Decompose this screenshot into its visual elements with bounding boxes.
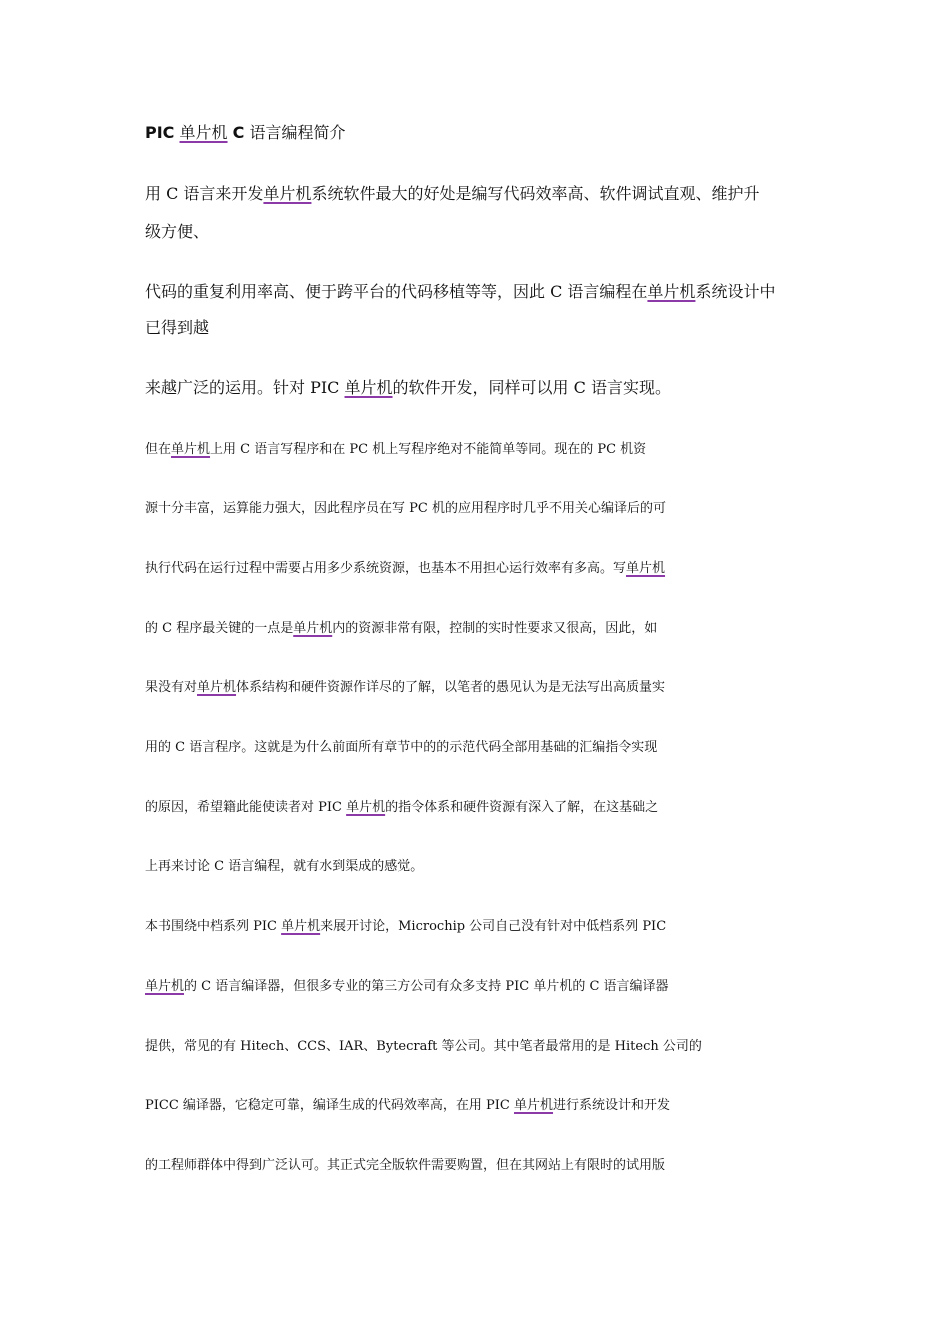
underlined-term: 单片机 [263,184,312,203]
underlined-term: 单片机 [293,621,333,636]
paragraph-line [145,978,669,996]
underlined-term: 单片机 [197,680,237,695]
text-run: 的 C 程序最关键的一点是 [145,621,294,636]
text-run: 用 C 语言来开发 [145,184,264,203]
text-run: 系统设计中 [695,282,776,301]
text-run: 体系结构和硬件资源作详尽的了解，以笔者的愚见认为是无法写出高质量实 [236,680,666,695]
text-run: 级方便、 [145,222,210,241]
text-run: 的指令体系和硬件资源有深入了解，在这基础之 [385,800,659,815]
text-run: 的工程师群体中得到广泛认可。其正式完全版软件需要购置，但在其网站上有限时的试用版 [145,1158,666,1173]
text-run: 源十分丰富，运算能力强大，因此程序员在写 PC 机的应用程序时几乎不用关心编译后的可 [145,501,666,516]
paragraph-line [145,620,657,638]
text-run: PICC 编译器，它稳定可靠，编译生成的代码效率高，在用 PIC [145,1098,515,1113]
text-run: 的原因，希望籍此能使读者对 PIC [145,800,347,815]
title-mcu: 单片机 [179,123,228,142]
underlined-term: 单片机 [626,561,666,576]
text-run: 用的 C 语言程序。这就是为什么前面所有章节中的的示范代码全部用基础的汇编指令实现 [145,740,658,755]
title-rest: 语言编程简介 [249,123,346,142]
text-run: 本书围绕中档系列 PIC [145,919,282,934]
paragraph-line [145,560,665,578]
paragraph-line [145,1038,702,1056]
paragraph-line [145,739,657,757]
paragraph-line [145,679,665,697]
text-run: 的软件开发，同样可以用 C 语言实现。 [392,378,671,397]
text-run: 代码的重复利用率高、便于跨平台的代码移植等等，因此 C 语言编程在 [145,282,648,301]
paragraph-line [145,799,658,817]
text-run: 上再来讨论 C 语言编程，就有水到渠成的感觉。 [145,859,424,874]
paragraph-line [145,500,666,518]
text-run: 进行系统设计和开发 [553,1098,671,1113]
paragraph-line [145,222,209,242]
underlined-term: 单片机 [514,1098,554,1113]
underlined-term: 单片机 [171,442,211,457]
text-run: 执行代码在运行过程中需要占用多少系统资源，也基本不用担心运行效率有多高。写 [145,561,627,576]
paragraph-line [145,184,759,204]
text-run: 已得到越 [145,318,210,337]
page-title [145,120,345,143]
text-run: 内的资源非常有限，控制的实时性要求又很高，因此，如 [332,621,658,636]
underlined-term: 单片机 [145,979,185,994]
title-c: C [232,123,245,142]
text-run: 上用 C 语言写程序和在 PC 机上写程序绝对不能简单等同。现在的 PC 机资 [210,442,647,457]
paragraph-line [145,378,671,398]
paragraph-line [145,1157,665,1175]
underlined-term: 单片机 [281,919,321,934]
paragraph-line [145,318,209,338]
underlined-term: 单片机 [344,378,393,397]
underlined-term: 单片机 [647,282,696,301]
text-run: 来越广泛的运用。针对 PIC [145,378,345,397]
paragraph-line [145,1097,670,1115]
title-pic: PIC [145,123,175,142]
text-run: 提供，常见的有 Hitech、CCS、IAR、Bytecraft 等公司。其中笔者最常用的是 Hitech 公司的 [145,1039,702,1054]
paragraph-line [145,918,666,936]
text-run: 来展开讨论，Microchip 公司自己没有针对中低档系列 PIC [320,919,667,934]
underlined-term: 单片机 [346,800,386,815]
paragraph-line [145,282,775,302]
text-run: 果没有对 [145,680,198,695]
text-run: 的 C 语言编译器，但很多专业的第三方公司有众多支持 PIC 单片机的 C 语言编译器 [184,979,669,994]
text-run: 但在 [145,442,172,457]
paragraph-line [145,858,423,876]
text-run: 系统软件最大的好处是编写代码效率高、软件调试直观、维护升 [311,184,760,203]
paragraph-line [145,441,646,459]
